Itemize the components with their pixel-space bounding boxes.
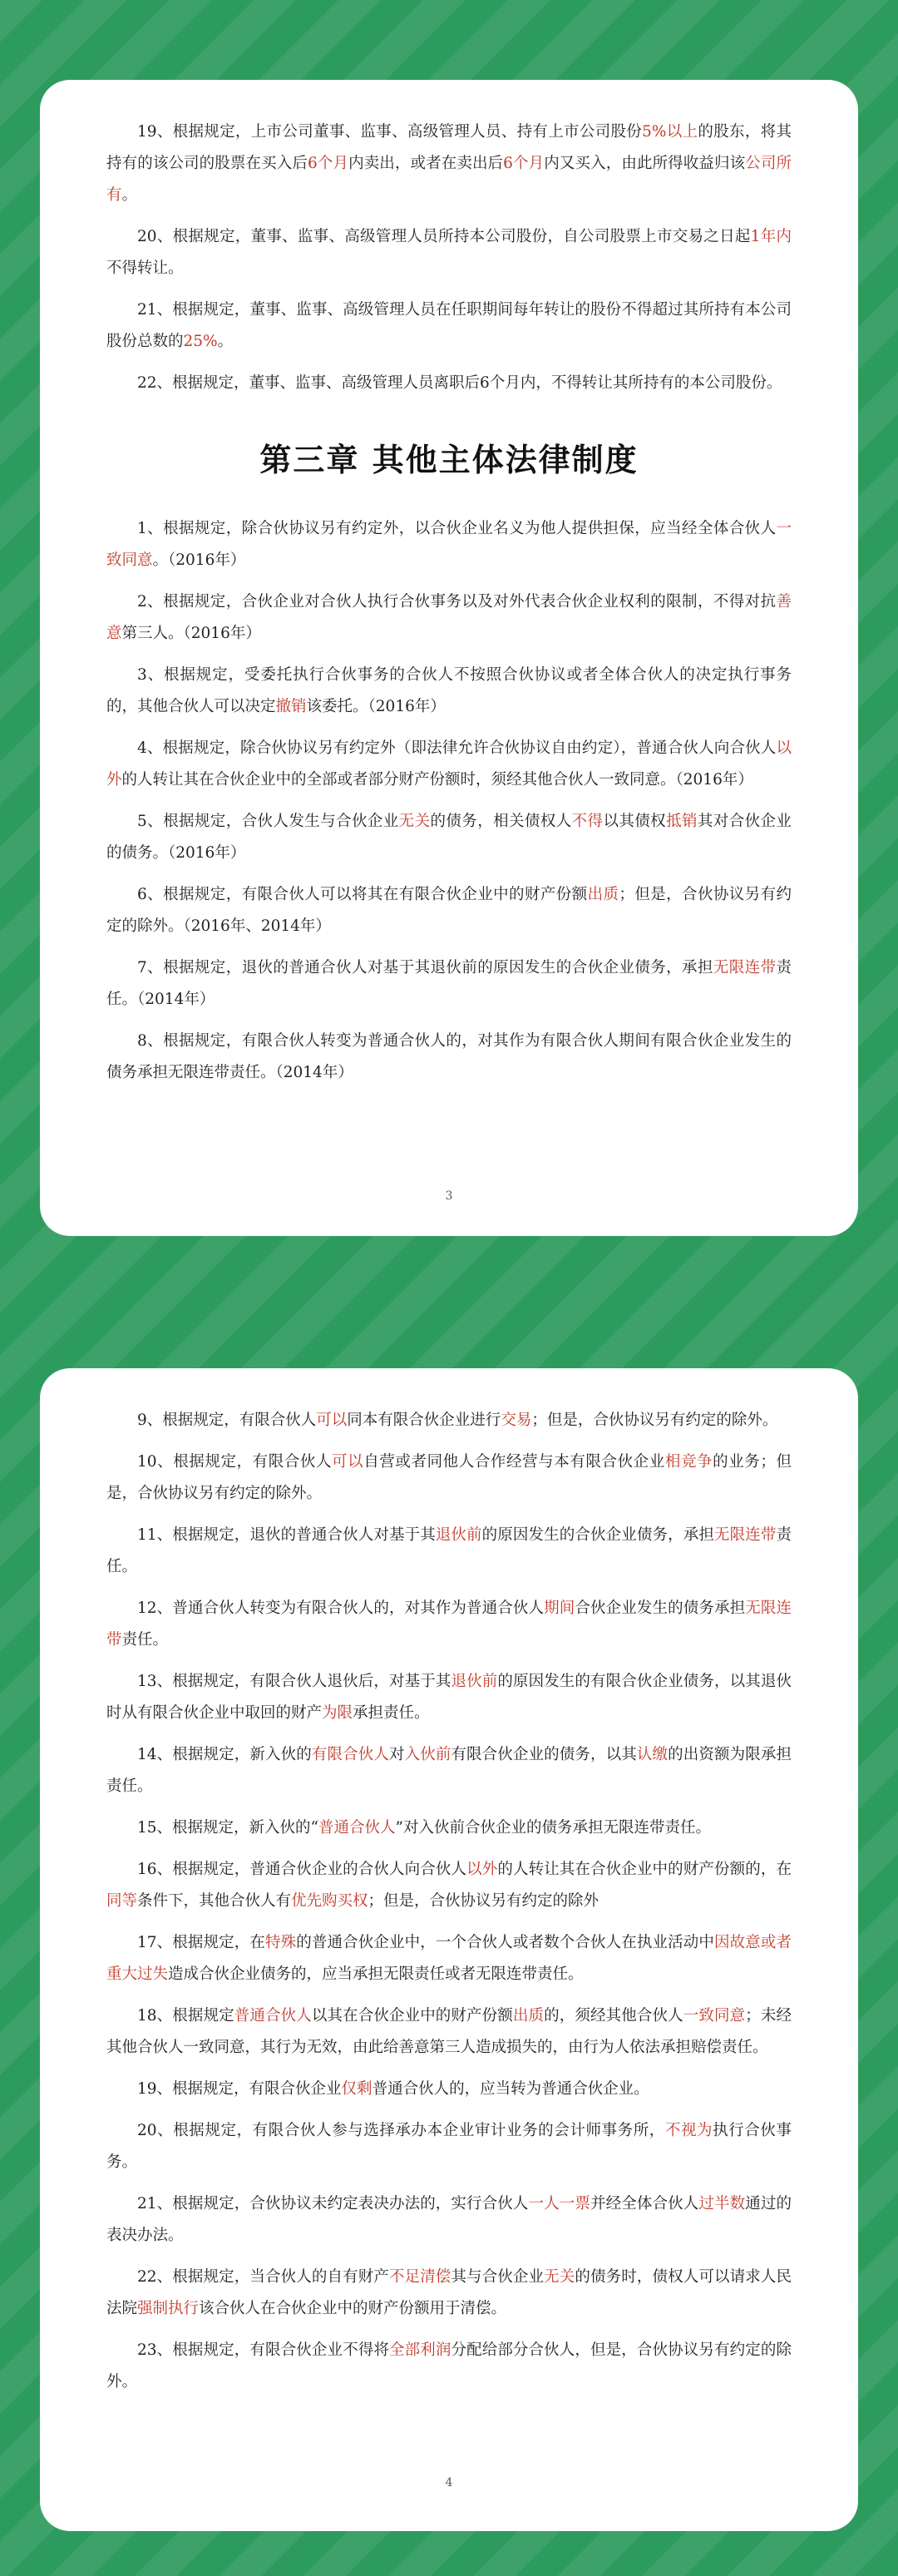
paragraph-text: 通过的表决办法。: [106, 2195, 792, 2244]
highlighted-term: 无关: [544, 2268, 575, 2286]
highlighted-term: 强制执行: [137, 2300, 200, 2317]
paragraph-text: 分配给部分合伙人，但是，合伙协议另有约定的除外。: [106, 2341, 792, 2391]
paragraph-text: 该合伙人在合伙企业中的财产份额用于清偿。: [199, 2300, 507, 2317]
highlighted-term: 一致同意: [106, 520, 792, 569]
highlighted-term: 有限合伙人: [311, 1746, 389, 1763]
highlighted-term: 退伙前: [435, 1526, 482, 1544]
paragraph-text: 并经全体合伙人: [590, 2195, 699, 2213]
paragraph-text: 7、根据规定，退伙的普通合伙人对基于其退伙前的原因发生的合伙企业债务，承担: [137, 959, 713, 977]
highlighted-term: 普通合伙人: [234, 2007, 312, 2025]
paragraph-text: 的出资额为限承担责任。: [106, 1746, 792, 1795]
paragraph: [106, 2335, 792, 2398]
paragraph-text: 承担责任。: [353, 1704, 430, 1722]
paragraph-text: 普通合伙人的，应当转为普通合伙企业。: [372, 2080, 649, 2098]
highlighted-term: 可以: [332, 1453, 364, 1471]
highlighted-term: 6个月: [307, 155, 349, 172]
paragraph-text: 的普通合伙企业中，一个合伙人或者数个合伙人在执业活动中: [296, 1934, 714, 1951]
paragraph-text: ；但是，合伙协议另有约定的除外: [368, 1892, 599, 1910]
paragraph-text: 不得转让。: [106, 260, 184, 277]
paragraph: [106, 1405, 792, 1436]
paragraph-text: 20、根据规定，董事、监事、高级管理人员所持本公司股份，自公司股票上市交易之日起: [137, 228, 751, 245]
paragraph: [106, 294, 792, 358]
paragraph: [106, 2188, 792, 2252]
paragraph-text: 11、根据规定，退伙的普通合伙人对基于其: [137, 1526, 436, 1544]
paragraph-text: 的业务；但是，合伙协议另有约定的除外。: [106, 1453, 792, 1502]
paragraph-text: 同本有限合伙企业进行: [347, 1412, 501, 1429]
highlighted-term: 5%以上: [642, 123, 698, 141]
highlighted-term: 为限: [322, 1704, 353, 1722]
page-number: 4: [445, 2476, 453, 2489]
paragraph-text: 5、根据规定，合伙人发生与合伙企业: [137, 813, 399, 830]
paragraph-text: 的债务时，债权人可以请求人民法院: [106, 2268, 792, 2317]
paragraph-text: 有限合伙企业的债务，以其: [451, 1746, 637, 1763]
paragraph-text: 21、根据规定，董事、监事、高级管理人员在任职期间每年转让的股份不得超过其所持有本公司股份总数的: [106, 301, 792, 350]
paragraph-text: 3、根据规定，受委托执行合伙事务的合伙人不按照合伙协议或者全体合伙人的决定执行事务的，其他合伙人可以决定: [106, 666, 792, 715]
paragraph-text: 以其在合伙企业中的财产份额: [311, 2007, 513, 2025]
paragraph-text: 16、根据规定，普通合伙企业的合伙人向合伙人: [137, 1861, 467, 1878]
paragraph: [106, 806, 792, 869]
document-page-3: [40, 80, 858, 1236]
paragraph-text: 该委托。（2016年）: [306, 698, 446, 715]
highlighted-term: 1年内: [750, 228, 792, 245]
paragraph-text: 23、根据规定，有限合伙企业不得将: [137, 2341, 389, 2359]
paragraph: [106, 368, 792, 399]
paragraph-text: 第三人。（2016年）: [121, 625, 261, 642]
paragraph: [106, 2262, 792, 2325]
highlighted-term: 过半数: [698, 2195, 746, 2213]
paragraph-text: 。: [121, 186, 138, 204]
paragraph: [106, 1593, 792, 1656]
paragraph: [106, 221, 792, 284]
paragraph-text: 9、根据规定，有限合伙人: [137, 1412, 317, 1429]
paragraph: [106, 586, 792, 650]
highlighted-term: 无限连带: [713, 1526, 777, 1544]
paragraph-text: 内又买入，由此所得收益归该: [544, 155, 746, 172]
paragraph-text: 的人转让其在合伙企业中的财产份额的，在: [497, 1861, 792, 1878]
paragraph-text: 的原因发生的有限合伙企业债务，以其退伙时从有限合伙企业中取回的财产: [106, 1673, 792, 1722]
paragraph-text: 执行合伙事务。: [106, 2122, 792, 2171]
paragraph-text: 。: [217, 333, 234, 350]
highlighted-term: 6个月: [503, 155, 545, 172]
highlighted-term: 撤销: [275, 698, 307, 715]
highlighted-term: 不得: [571, 813, 604, 830]
paragraph-text: 22、根据规定，当合伙人的自有财产: [137, 2268, 389, 2286]
paragraph-text: 责任。: [106, 1526, 792, 1575]
paragraph-text: 17、根据规定，在: [137, 1934, 265, 1951]
highlighted-term: 全部利润: [388, 2341, 451, 2359]
paragraph: [106, 1854, 792, 1917]
paragraph: [106, 1927, 792, 1990]
paragraph-text: 对: [388, 1746, 405, 1763]
paragraph-text: 的股东，将其持有的该公司的股票在买入后: [106, 123, 792, 172]
paragraph-text: 合伙企业发生的债务承担: [575, 1599, 746, 1617]
paragraph-text: 19、根据规定，上市公司董事、监事、高级管理人员、持有上市公司股份: [137, 123, 643, 141]
page3-section-after-chapter: [106, 513, 792, 1089]
paragraph-text: 8、根据规定，有限合伙人转变为普通合伙人的，对其作为有限合伙人期间有限合伙企业发生的债务承担无限连带责任。（2014年）: [106, 1032, 792, 1081]
paragraph-text: 其与合伙企业: [451, 2268, 545, 2286]
highlighted-term: 无关: [398, 813, 431, 830]
page-number: 3: [445, 1189, 453, 1203]
highlighted-term: 同等: [106, 1892, 138, 1910]
highlighted-term: 可以: [316, 1412, 348, 1429]
paragraph-text: ；未经其他合伙人一致同意，其行为无效，由此给善意第三人造成损失的，由行为人依法承担赔偿责任。: [106, 2007, 792, 2056]
paragraph-text: 1、根据规定，除合伙协议另有约定外，以合伙企业名义为他人提供担保，应当经全体合伙人: [137, 520, 777, 537]
paragraph-text: 15、根据规定，新入伙的“: [137, 1819, 318, 1837]
highlighted-term: 抵销: [666, 813, 698, 830]
highlighted-term: 退伙前: [451, 1673, 498, 1690]
highlighted-term: 以外: [106, 739, 792, 789]
document-page-4: [40, 1368, 858, 2531]
paragraph: [106, 1666, 792, 1729]
paragraph-text: 的原因发生的合伙企业债务，承担: [481, 1526, 714, 1544]
paragraph: [106, 2000, 792, 2064]
paragraph-text: 。（2016年）: [152, 551, 246, 569]
paragraph: [106, 1026, 792, 1089]
highlighted-term: 不足清偿: [388, 2268, 451, 2286]
highlighted-term: 出质: [512, 2007, 545, 2025]
paragraph-text: 内卖出，或者在卖出后: [348, 155, 504, 172]
paragraph-text: 其对合伙企业的债务。（2016年）: [106, 813, 792, 862]
chapter-title: 第三章 其他主体法律制度: [259, 442, 639, 478]
paragraph-text: 19、根据规定，有限合伙企业: [137, 2080, 342, 2098]
page3-section-before-chapter: [106, 116, 792, 399]
paragraph: [106, 2074, 792, 2105]
paragraph-text: 条件下，其他合伙人有: [137, 1892, 292, 1910]
highlighted-term: 特殊: [265, 1934, 297, 1951]
highlighted-term: 入伙前: [404, 1746, 451, 1763]
highlighted-term: 因故意或者重大过失: [106, 1934, 792, 1983]
paragraph-text: 的，须经其他合伙人: [544, 2007, 683, 2025]
highlighted-term: 交易: [501, 1412, 532, 1429]
paragraph: [106, 660, 792, 723]
paragraph: [106, 952, 792, 1016]
paragraph-text: ”对入伙前合伙企业的债务承担无限连带责任。: [395, 1819, 711, 1837]
highlighted-term: 善意: [106, 593, 792, 642]
paragraph-text: ；但是，合伙协议另有约定的除外。（2016年、2014年）: [106, 886, 792, 935]
paragraph-text: 的人转让其在合伙企业中的全部或者部分财产份额时，须经其他合伙人一致同意。（2016年）: [121, 771, 753, 789]
paragraph-text: 12、普通合伙人转变为有限合伙人的，对其作为普通合伙人: [137, 1599, 545, 1617]
highlighted-term: 一致同意: [683, 2007, 746, 2025]
paragraph-text: 18、根据规定: [137, 2007, 234, 2025]
paragraph: [106, 2115, 792, 2178]
highlighted-term: 公司所有: [106, 155, 792, 204]
paragraph: [106, 116, 792, 211]
highlighted-term: 以外: [466, 1861, 498, 1878]
paragraph: [106, 513, 792, 576]
highlighted-term: 出质: [587, 886, 619, 903]
paragraph: [106, 1446, 792, 1510]
paragraph-text: 造成合伙企业债务的，应当承担无限责任或者无限连带责任。: [168, 1965, 584, 1983]
paragraph: [106, 1812, 792, 1844]
highlighted-term: 期间: [544, 1599, 575, 1617]
paragraph-text: 13、根据规定，有限合伙人退伙后，对基于其: [137, 1673, 451, 1690]
paragraph: [106, 1520, 792, 1583]
highlighted-term: 无限连带: [106, 1599, 792, 1649]
page4-section: [106, 1405, 792, 2398]
paragraph-text: ；但是，合伙协议另有约定的除外。: [531, 1412, 778, 1429]
paragraph: [106, 733, 792, 796]
paragraph-text: 4、根据规定，除合伙协议另有约定外（即法律允许合伙协议自由约定），普通合伙人向合伙人: [137, 739, 777, 757]
highlighted-term: 仅剩: [341, 2080, 373, 2098]
highlighted-term: 相竞争: [664, 1453, 713, 1471]
paragraph-text: 责任。（2014年）: [106, 959, 792, 1008]
paragraph: [106, 1739, 792, 1802]
highlighted-term: 无限连带: [713, 959, 777, 977]
paragraph-text: 10、根据规定，有限合伙人: [137, 1453, 333, 1471]
paragraph-text: 22、根据规定，董事、监事、高级管理人员离职后6个月内，不得转让其所持有的本公司股份。: [137, 374, 782, 392]
paragraph-text: 自营或者同他人合作经营与本有限合伙企业: [363, 1453, 665, 1471]
highlighted-term: 普通合伙人: [318, 1819, 396, 1837]
paragraph-text: 6、根据规定，有限合伙人可以将其在有限合伙企业中的财产份额: [137, 886, 588, 903]
highlighted-term: 认缴: [636, 1746, 669, 1763]
paragraph-text: 以其债权: [603, 813, 667, 830]
paragraph-text: 责任。: [121, 1631, 169, 1649]
paragraph: [106, 879, 792, 942]
highlighted-term: 不视为: [664, 2122, 713, 2139]
paragraph-text: 21、根据规定，合伙协议未约定表决办法的，实行合伙人: [137, 2195, 529, 2213]
paragraph-text: 14、根据规定，新入伙的: [137, 1746, 312, 1763]
paragraph-text: 2、根据规定，合伙企业对合伙人执行合伙事务以及对外代表合伙企业权利的限制，不得对抗: [137, 593, 777, 611]
highlighted-term: 优先购买权: [291, 1892, 368, 1910]
paragraph-text: 的债务，相关债权人: [430, 813, 572, 830]
highlighted-term: 25%: [183, 333, 218, 350]
highlighted-term: 一人一票: [528, 2195, 591, 2213]
paragraph-text: 20、根据规定，有限合伙人参与选择承办本企业审计业务的会计师事务所，: [137, 2122, 665, 2139]
